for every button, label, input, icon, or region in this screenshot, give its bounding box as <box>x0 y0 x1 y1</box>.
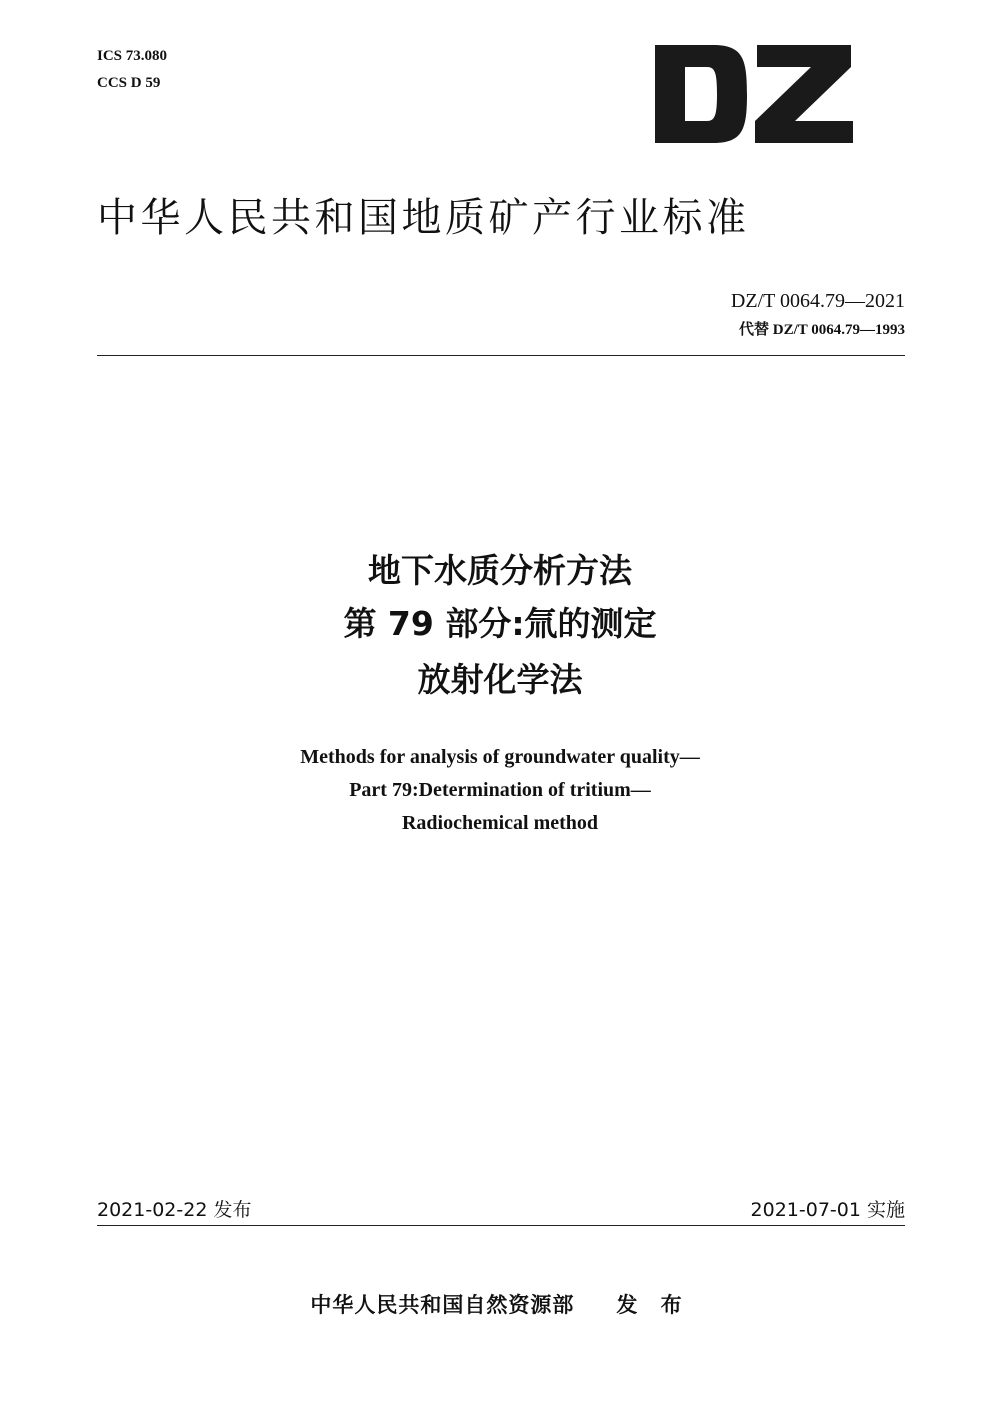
bottom-divider <box>97 1225 905 1226</box>
implementation-date: 2021-07-01 实施 <box>750 1199 905 1221</box>
logo-letter-z <box>755 45 853 143</box>
ics-code: ICS 73.080 <box>97 48 168 64</box>
cn-title-line-3: 放射化学法 <box>417 660 583 699</box>
logo-letter-d <box>655 45 747 143</box>
publisher-name: 中华人民共和国自然资源部 <box>310 1293 575 1317</box>
top-divider <box>97 355 905 356</box>
publish-word: 发 布 <box>616 1293 690 1317</box>
standard-category-title: 中华人民共和国地质矿产行业标准 <box>97 195 750 241</box>
replaces-standard: 代替 DZ/T 0064.79—1993 <box>739 322 905 338</box>
cn-title-line-2: 第 79 部分:氚的测定 <box>343 604 657 643</box>
en-title-line-2: Part 79:Determination of tritium— <box>349 779 651 801</box>
dz-logo <box>655 45 853 143</box>
cn-title-line-1: 地下水质分析方法 <box>368 551 632 590</box>
publisher-line <box>0 1290 1000 1320</box>
standard-number: DZ/T 0064.79—2021 <box>730 290 905 312</box>
en-title-line-1: Methods for analysis of groundwater quality— <box>300 746 700 768</box>
en-title-line-3: Radiochemical method <box>401 812 599 834</box>
issue-date: 2021-02-22 发布 <box>97 1199 252 1221</box>
ccs-code: CCS D 59 <box>97 75 161 91</box>
